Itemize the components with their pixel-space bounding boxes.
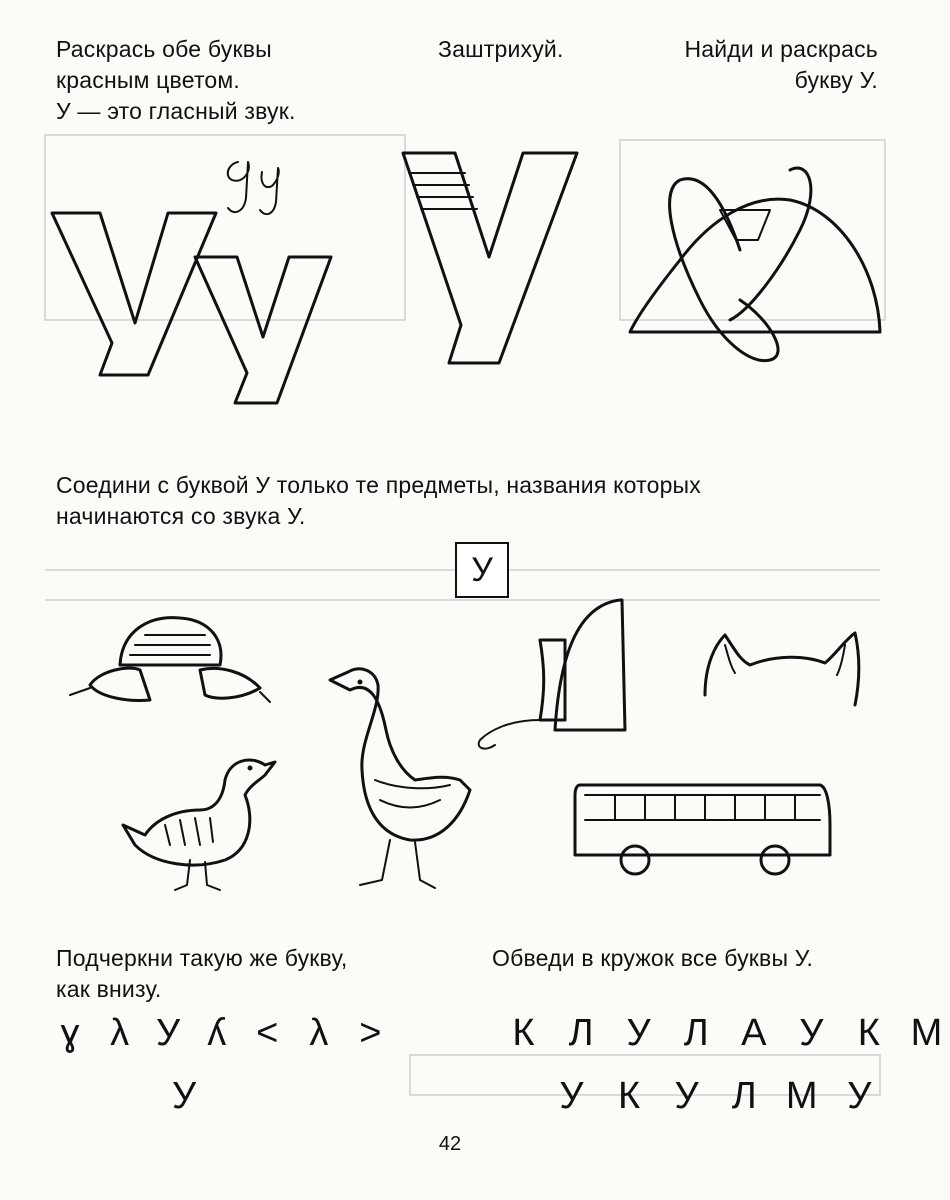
task6-letter[interactable]: Л [568, 1012, 594, 1054]
task4-line: начинаются со звука У. [56, 503, 306, 529]
task5-sample-letter: У [172, 1075, 197, 1117]
task5-glyph[interactable]: < [256, 1012, 279, 1054]
task6-letter[interactable]: Л [683, 1012, 709, 1054]
iron-picture [470, 590, 640, 760]
task6-letter[interactable]: У [674, 1075, 699, 1117]
task6-letter-row-2 [548, 1075, 883, 1118]
task5-glyph[interactable]: λ [110, 1012, 130, 1054]
bus-picture [565, 775, 845, 885]
task5-glyph[interactable]: > [359, 1012, 382, 1054]
task2-instruction [438, 34, 564, 65]
hatch-letter-u [395, 145, 595, 375]
task6-letter[interactable]: У [559, 1075, 584, 1117]
task6-line: Обведи в кружок все буквы У. [492, 945, 814, 971]
task6-letter[interactable]: У [626, 1012, 651, 1054]
task6-instruction [492, 943, 813, 974]
task5-glyph[interactable]: ɣ [60, 1012, 80, 1054]
task2-line: Заштрихуй. [438, 36, 564, 62]
task6-letter[interactable]: У [799, 1012, 824, 1054]
outline-letter-lower-u [185, 255, 335, 415]
hidden-letter-picture [620, 150, 890, 380]
script-letters-uu [220, 150, 310, 230]
task5-line: Подчеркни такую же букву, [56, 945, 348, 971]
task3-line: Найди и раскрась [684, 36, 878, 62]
task5-glyph[interactable]: У [156, 1012, 181, 1054]
task3-instruction [640, 34, 878, 96]
task6-letter[interactable]: М [910, 1012, 943, 1054]
task3-line: букву У. [794, 67, 878, 93]
task5-line: как внизу. [56, 976, 162, 1002]
goose-picture [320, 660, 480, 900]
task6-letter[interactable]: К [512, 1012, 535, 1054]
task4-instruction [56, 470, 701, 532]
task6-letter[interactable]: У [847, 1075, 872, 1117]
task6-letter-row-1 [500, 1012, 950, 1055]
task5-glyph[interactable]: ʎ [207, 1012, 227, 1054]
task4-line: Соедини с буквой У только те предметы, названия которых [56, 472, 701, 498]
page-number: 42 [438, 1133, 462, 1155]
task6-letter[interactable]: А [741, 1012, 767, 1054]
task6-letter[interactable]: Л [731, 1075, 757, 1117]
cat-ears-picture [695, 625, 865, 725]
task1-line: Раскрась обе буквы [56, 36, 272, 62]
task1-instruction [56, 34, 296, 127]
hat-with-earflaps-picture [60, 610, 270, 720]
task5-glyph[interactable]: λ [309, 1012, 329, 1054]
task6-letter[interactable]: К [857, 1012, 880, 1054]
target-letter-box: У [455, 542, 509, 598]
task6-letter[interactable]: К [617, 1075, 641, 1117]
task1-line: красным цветом. [56, 67, 241, 93]
task1-line: У — это гласный звук. [56, 98, 296, 124]
task5-letter-row [50, 1012, 391, 1055]
task6-letter[interactable]: М [785, 1075, 818, 1117]
duck-picture [115, 740, 275, 900]
task5-instruction [56, 943, 347, 1005]
